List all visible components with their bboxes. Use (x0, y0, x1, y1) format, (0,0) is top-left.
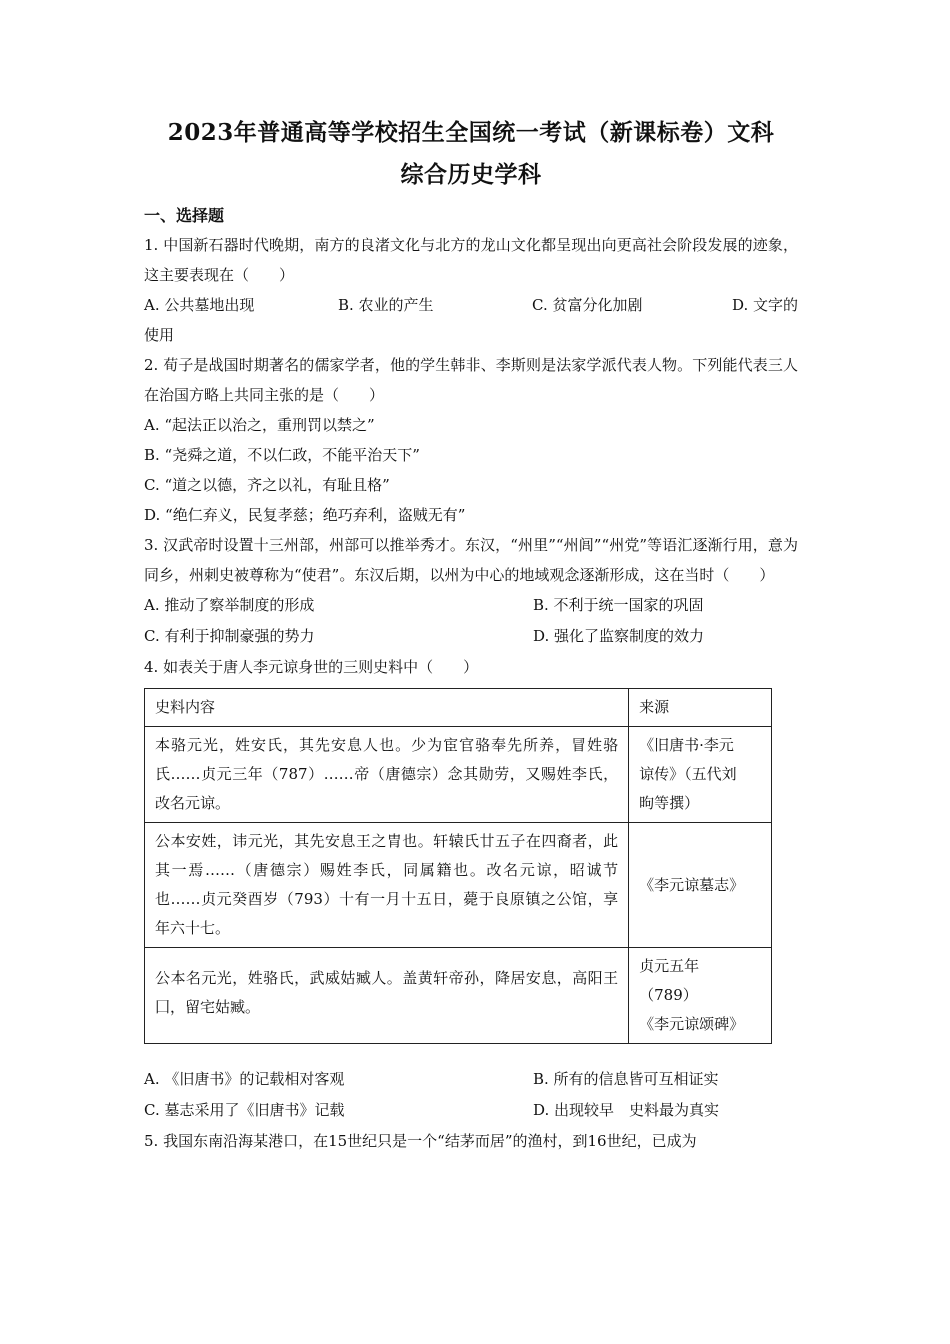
header-content: 史料内容 (145, 689, 629, 727)
header-source: 来源 (629, 689, 772, 727)
option-b[interactable]: B. 不利于统一国家的巩固 (533, 596, 704, 614)
row-source: 《旧唐书·李元 谅传》（五代刘 昫等撰） (629, 727, 772, 823)
table-header-row (145, 689, 772, 727)
row-source: 贞元五年 （789） 《李元谅颂碑》 (629, 948, 772, 1044)
row-content: 公本安姓，讳元光，其先安息王之胄也。轩辕氏廿五子在四裔者，此其一焉……（唐德宗）赐姓李氏，同属籍也。改名元谅，昭诚节也……贞元癸酉岁（793）十有一月十五日，薨于良原镇之公馆，享年六十七。 (145, 823, 629, 948)
question-4 (144, 652, 798, 1126)
table-row (145, 948, 772, 1044)
question-1-text: 1. 中国新石器时代晚期，南方的良渚文化与北方的龙山文化都呈现出向更高社会阶段发展的迹象，这主要表现在（ ） (144, 236, 798, 284)
option-c[interactable]: C. 贫富分化加剧 (532, 296, 643, 314)
option-a[interactable]: A. 《旧唐书》的记载相对客观 (144, 1070, 345, 1088)
row-content: 公本名元光，姓骆氏，武威姑臧人。盖黄轩帝孙，降居安息，高阳王囗，留宅姑臧。 (145, 948, 629, 1044)
section-heading: 一、选择题 (144, 206, 225, 225)
question-4-options-row-2 (144, 1095, 798, 1126)
source-table (144, 688, 772, 1044)
option-a[interactable]: A. “起法正以治之，重刑罚以禁之” (144, 416, 375, 434)
question-3-options-row-1 (144, 590, 798, 621)
title-line-2: 综合历史学科 (400, 161, 542, 188)
exam-title (144, 112, 798, 196)
question-2-text: 2. 荀子是战国时期著名的儒家学者，他的学生韩非、李斯则是法家学派代表人物。下列能代表三人在治国方略上共同主张的是（ ） (144, 356, 798, 404)
title-line-1: 2023年普通高等学校招生全国统一考试（新课标卷）文科 (167, 119, 775, 146)
option-b[interactable]: B. 所有的信息皆可互相证实 (533, 1070, 719, 1088)
option-b[interactable]: B. “尧舜之道，不以仁政，不能平治天下” (144, 446, 420, 464)
option-a[interactable]: A. 推动了察举制度的形成 (144, 596, 315, 614)
row-source: 《李元谅墓志》 (629, 823, 772, 948)
option-d[interactable]: D. 强化了监察制度的效力 (533, 627, 705, 645)
table-row (145, 727, 772, 823)
option-c[interactable]: C. “道之以德，齐之以礼，有耻且格” (144, 476, 390, 494)
option-d-wrap: 使用 (144, 326, 175, 344)
question-2 (144, 350, 798, 530)
option-d[interactable]: D. 文字的 (731, 296, 798, 314)
question-4-text: 4. 如表关于唐人李元谅身世的三则史料中（ ） (144, 658, 479, 676)
question-5-text: 5. 我国东南沿海某港口，在15世纪只是一个“结茅而居”的渔村，到16世纪，已成为 (144, 1132, 697, 1150)
exam-page (144, 112, 798, 1156)
row-content: 本骆元光，姓安氏，其先安息人也。少为宦官骆奉先所养，冒姓骆氏……贞元三年（787）……帝（唐德宗）念其勋劳，又赐姓李氏，改名元谅。 (145, 727, 629, 823)
question-1 (144, 230, 798, 350)
option-b[interactable]: B. 农业的产生 (338, 296, 434, 314)
option-d[interactable]: D. 出现较早 史料最为真实 (533, 1101, 720, 1119)
question-5 (144, 1126, 798, 1156)
option-c[interactable]: C. 有利于抑制豪强的势力 (144, 627, 315, 645)
question-4-options-row-1 (144, 1064, 798, 1095)
option-a[interactable]: A. 公共墓地出现 (144, 296, 255, 314)
option-d[interactable]: D. “绝仁弃义，民复孝慈；绝巧弃利，盗贼无有” (144, 506, 466, 524)
question-3 (144, 530, 798, 652)
question-1-options (144, 290, 798, 320)
option-c[interactable]: C. 墓志采用了《旧唐书》记载 (144, 1101, 345, 1119)
table-row (145, 823, 772, 948)
question-3-options-row-2 (144, 621, 798, 652)
question-3-text: 3. 汉武帝时设置十三州部，州部可以推举秀才。东汉，“州里”“州闾”“州党”等语汇逐渐行用，意为同乡，州刺史被尊称为“使君”。东汉后期，以州为中心的地域观念逐渐形成，这在当时（ ） (144, 536, 798, 584)
